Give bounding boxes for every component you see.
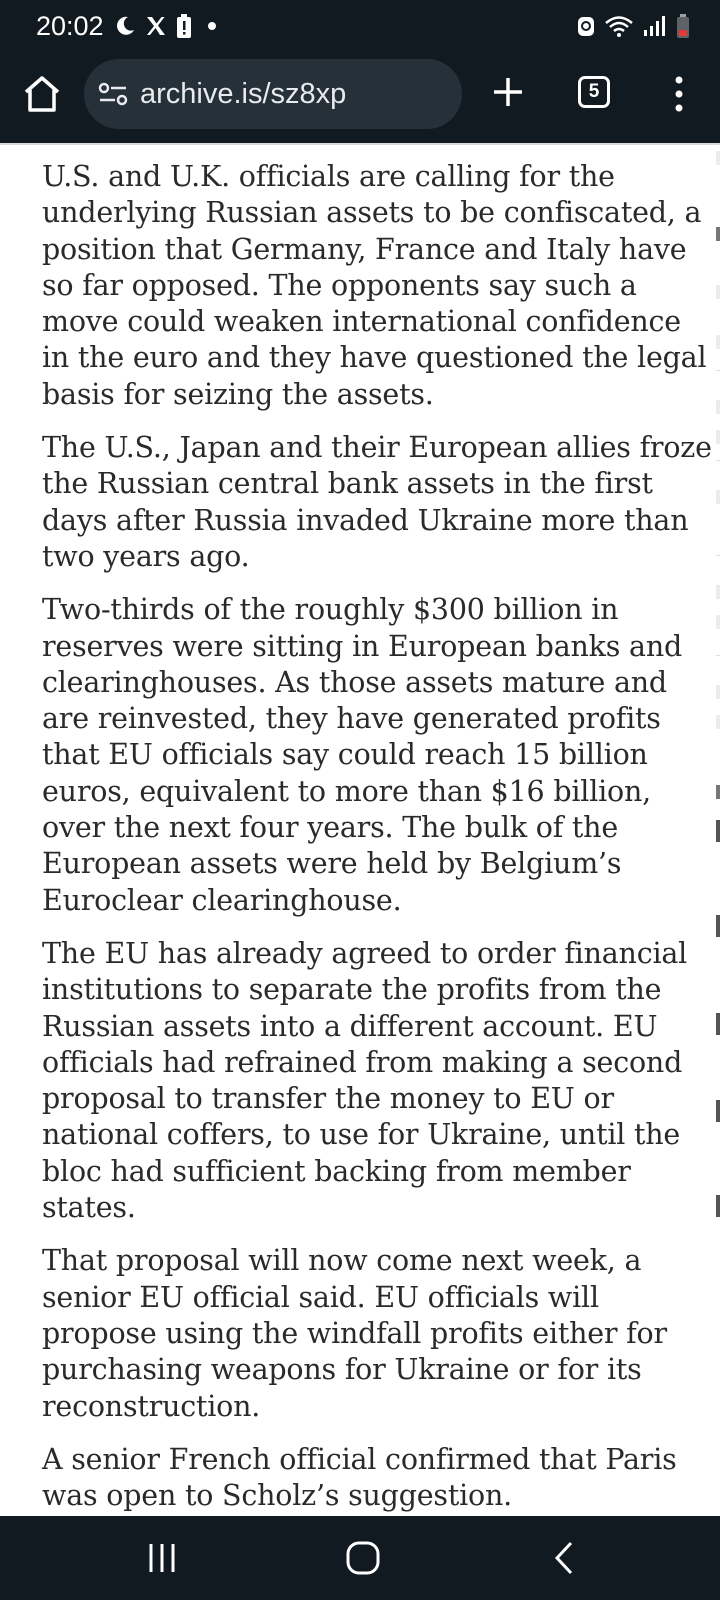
article-body — [42, 159, 712, 1516]
sidebar-sliver-block — [716, 490, 720, 504]
text-line: Russian assets into a different account. EU — [42, 1009, 658, 1043]
site-settings-icon[interactable] — [98, 80, 128, 108]
article-paragraph — [42, 430, 712, 575]
more-menu-icon[interactable] — [664, 74, 694, 114]
wifi-icon — [604, 14, 634, 38]
text-line: U.S. and U.K. officials are calling for the — [42, 160, 615, 193]
sidebar-sliver-line — [716, 460, 720, 461]
text-line: move could weaken international confidence — [42, 305, 681, 339]
moon-icon — [114, 15, 136, 37]
text-line: days after Russia invaded Ukraine more than — [42, 503, 689, 537]
article-paragraph — [42, 159, 707, 413]
sidebar-sliver-line — [716, 370, 720, 371]
sidebar-sliver-block — [716, 335, 720, 349]
text-line: the Russian central bank assets in the first — [42, 467, 653, 501]
new-tab-icon[interactable] — [488, 72, 528, 112]
sidebar-sliver-glyph — [716, 227, 720, 241]
sidebar-sliver-block — [716, 685, 720, 699]
sidebar-sliver-block — [716, 285, 720, 299]
battery-alert-icon — [176, 13, 192, 39]
text-line: position that Germany, France and Italy have — [42, 232, 687, 266]
back-icon[interactable] — [552, 1540, 576, 1576]
sidebar-sliver-block — [716, 430, 720, 444]
home-icon[interactable] — [20, 72, 64, 116]
text-line: two years ago. — [42, 539, 250, 573]
sidebar-sliver-line — [716, 655, 720, 656]
text-line: European assets were held by Belgium’s — [42, 847, 622, 881]
text-line: national coffers, to use for Ukraine, until the — [42, 1118, 681, 1152]
article-paragraph — [42, 1243, 702, 1424]
sidebar-sliver-glyph — [716, 1100, 720, 1122]
text-line: that EU officials say could reach 15 billion — [42, 738, 648, 772]
text-line: officials had refrained from making a second — [42, 1045, 683, 1079]
system-nav-bar — [0, 1516, 720, 1600]
text-line: basis for seizing the assets. — [42, 377, 434, 411]
text-line: purchasing weapons for Ukraine or for its — [42, 1353, 642, 1387]
sidebar-sliver-glyph — [716, 1195, 720, 1217]
status-time: 20:02 — [36, 11, 104, 41]
text-line: The U.S., Japan and their European allies froze — [42, 431, 712, 465]
sidebar-sliver-block — [716, 615, 720, 629]
home-nav-icon[interactable] — [345, 1540, 381, 1576]
sidebar-sliver-block — [716, 715, 720, 729]
sidebar-sliver-glyph — [716, 915, 720, 937]
tab-switcher-button[interactable]: 5 — [578, 76, 610, 108]
url-bar[interactable] — [84, 59, 462, 129]
text-line: A senior French official confirmed that Paris — [42, 1442, 677, 1476]
article-paragraph — [42, 1442, 702, 1515]
text-line: over the next four years. The bulk of the — [42, 811, 618, 845]
sidebar-sliver-glyph — [716, 820, 720, 842]
text-line: propose using the windfall profits either for — [42, 1316, 667, 1350]
text-line: senior EU official said. EU officials will — [42, 1280, 599, 1314]
status-bar — [0, 0, 720, 52]
alarm-icon — [576, 14, 596, 38]
page-content[interactable] — [0, 145, 720, 1516]
dot-icon — [200, 16, 220, 36]
status-icons-right — [576, 10, 690, 42]
sidebar-sliver-glyph — [716, 785, 720, 799]
battery-low-icon — [676, 13, 690, 39]
text-line: bloc had sufficient backing from member — [42, 1154, 631, 1188]
text-line: institutions to separate the profits from the — [42, 973, 662, 1007]
text-line: was open to Scholz’s suggestion. — [42, 1479, 513, 1513]
text-line: are reinvested, they have generated profits — [42, 702, 661, 736]
text-line: Euroclear clearinghouse. — [42, 883, 402, 917]
text-line: underlying Russian assets to be confiscated, a — [42, 196, 702, 230]
text-line: The EU has already agreed to order financial — [42, 936, 688, 970]
text-line: euros, equivalent to more than $16 billion, — [42, 774, 652, 808]
text-line: proposal to transfer the money to EU or — [42, 1082, 614, 1116]
sidebar-sliver-block — [716, 585, 720, 599]
signal-icon — [642, 14, 668, 38]
text-line: states. — [42, 1191, 136, 1225]
sidebar-sliver — [716, 145, 720, 1516]
text-line: clearinghouses. As those assets mature and — [42, 665, 667, 699]
text-line: so far opposed. The opponents say such a — [42, 268, 637, 302]
sidebar-sliver-glyph — [716, 1013, 720, 1035]
text-line: Two-thirds of the roughly $300 billion in — [42, 593, 619, 627]
article-paragraph — [42, 592, 702, 919]
status-icons-left — [114, 10, 220, 42]
article-paragraph — [42, 936, 702, 1226]
url-text[interactable]: archive.is/sz8xp — [140, 78, 347, 110]
browser-toolbar — [0, 52, 720, 144]
sidebar-sliver-block — [716, 400, 720, 414]
text-line: That proposal will now come next week, a — [42, 1244, 642, 1278]
sidebar-sliver-line — [716, 555, 720, 556]
sidebar-sliver-block — [716, 151, 720, 165]
text-line: reconstruction. — [42, 1389, 261, 1423]
text-line: reserves were sitting in European banks and — [42, 629, 683, 663]
recents-icon[interactable] — [146, 1541, 178, 1575]
text-line: in the euro and they have questioned the legal — [42, 341, 707, 375]
x-logo-icon — [144, 14, 168, 38]
